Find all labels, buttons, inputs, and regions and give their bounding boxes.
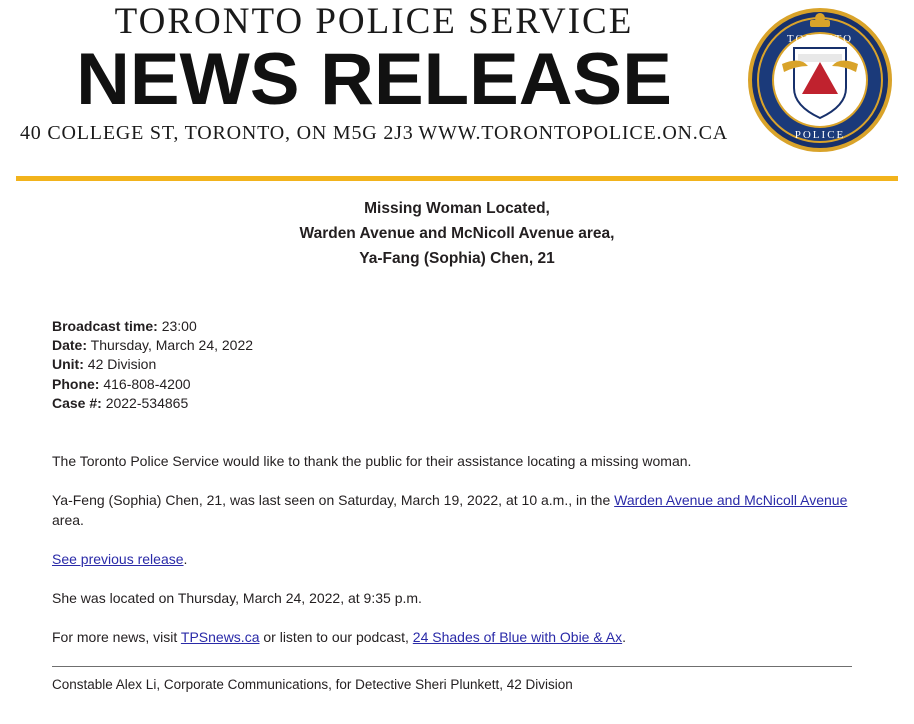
document-type-title: NEWS RELEASE <box>76 39 672 120</box>
meta-value-broadcast-time: 23:00 <box>161 318 197 334</box>
more-news-text-before: For more news, visit <box>52 629 181 646</box>
meta-label-date: Date: <box>52 337 88 354</box>
headline-line-2: Warden Avenue and McNicoll Avenue area, <box>299 225 615 242</box>
organization-title: TORONTO POLICE SERVICE <box>114 1 634 42</box>
meta-label-phone: Phone: <box>52 375 100 392</box>
masthead-text-block <box>18 2 730 145</box>
meta-value-case-number: 2022-534865 <box>105 394 189 411</box>
tpsnews-link[interactable]: TPSnews.ca <box>180 629 260 646</box>
release-body <box>52 451 852 647</box>
footer-credit: Constable Alex Li, Corporate Communications, for Detective Sheri Plunkett, 42 Division <box>52 677 573 693</box>
masthead-contact-line <box>18 122 730 145</box>
toronto-police-crest-icon <box>746 6 894 154</box>
location-link[interactable]: Warden Avenue and McNicoll Avenue <box>614 492 848 509</box>
paragraph-located: She was located on Thursday, March 24, 2022, at 9:35 p.m. <box>52 590 422 607</box>
meta-row-date <box>52 336 914 355</box>
more-news-text-middle: or listen to our podcast, <box>259 629 413 646</box>
paragraph-thanks: The Toronto Police Service would like to thank the public for their assistance locating a missing woman. <box>52 453 692 470</box>
previous-release-link[interactable]: See previous release <box>52 551 184 568</box>
paragraph-last-seen <box>52 490 852 530</box>
last-seen-text-after: area. <box>52 512 84 529</box>
meta-row-broadcast-time <box>52 317 914 336</box>
release-metadata <box>52 317 914 413</box>
more-news-period: . <box>622 629 627 646</box>
last-seen-text-before: Ya-Feng (Sophia) Chen, 21, was last seen on Saturday, March 19, 2022, at 10 a.m., in the <box>52 492 615 509</box>
masthead <box>0 0 914 168</box>
headline-line-1: Missing Woman Located, <box>364 200 550 217</box>
meta-row-case-number <box>52 394 914 413</box>
paragraph-more-news <box>52 627 852 647</box>
svg-text:POLICE: POLICE <box>794 129 846 141</box>
page-title <box>107 196 807 271</box>
meta-label-broadcast-time: Broadcast time: <box>52 318 158 334</box>
paragraph-previous-release <box>52 549 852 569</box>
svg-text:TORONTO: TORONTO <box>786 33 854 45</box>
meta-label-case-number: Case #: <box>52 394 102 411</box>
meta-row-unit <box>52 355 914 374</box>
footer-divider <box>52 666 852 667</box>
podcast-link[interactable]: 24 Shades of Blue with Obie & Ax <box>412 629 623 646</box>
meta-value-unit: 42 Division <box>87 356 157 373</box>
meta-value-phone: 416-808-4200 <box>103 375 191 392</box>
address-text: 40 COLLEGE ST, TORONTO, ON M5G 2J3 <box>20 122 414 144</box>
release-content <box>0 196 914 694</box>
previous-release-period: . <box>183 551 188 568</box>
meta-label-unit: Unit: <box>52 356 84 373</box>
meta-row-phone <box>52 375 914 394</box>
website-text: WWW.TORONTOPOLICE.ON.CA <box>418 122 728 144</box>
headline-line-3: Ya-Fang (Sophia) Chen, 21 <box>359 250 555 267</box>
meta-value-date: Thursday, March 24, 2022 <box>90 337 254 354</box>
gold-divider-rule <box>16 176 898 181</box>
